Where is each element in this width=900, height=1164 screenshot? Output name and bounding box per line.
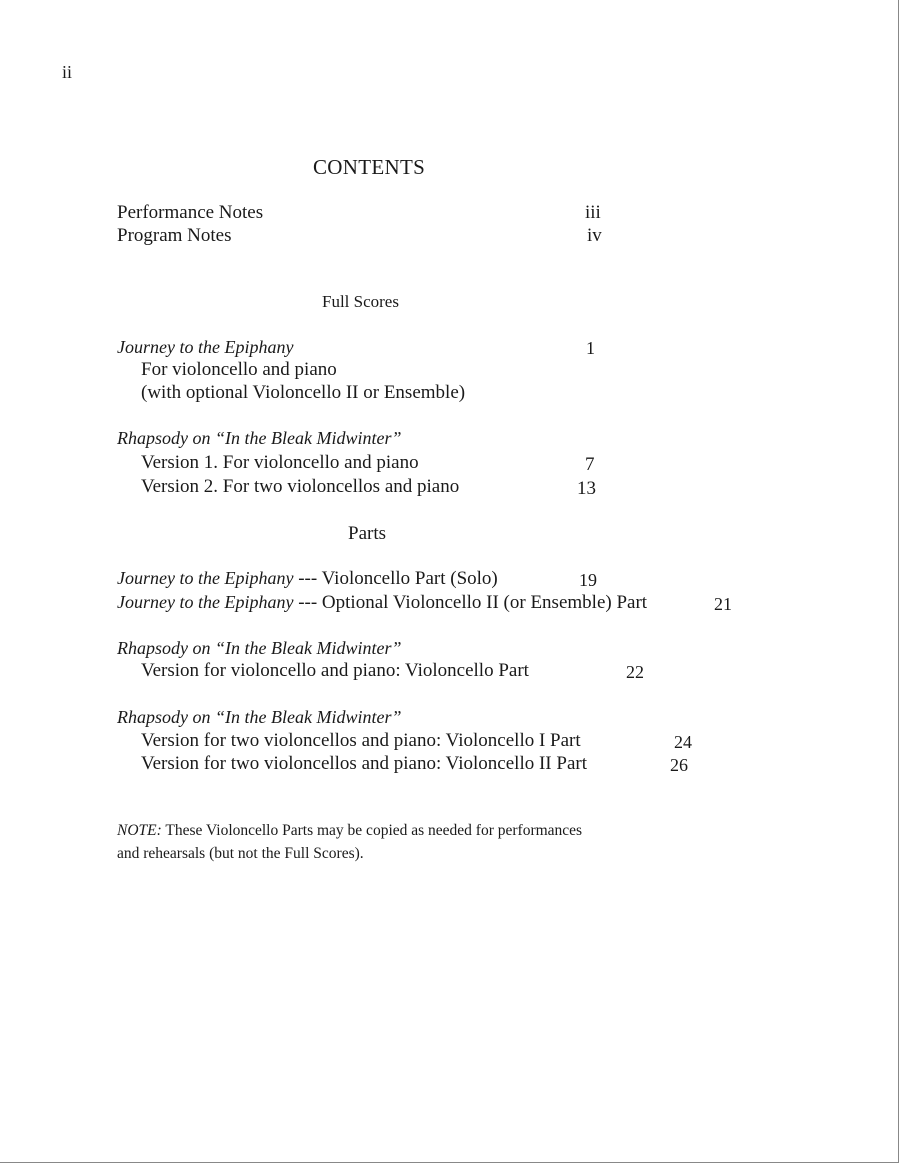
part-description: --- Violoncello Part (Solo) — [293, 568, 498, 589]
toc-entry-rhapsody-cello-ii-part[interactable]: Version for two violoncellos and piano: Violoncello II Part — [141, 753, 587, 774]
toc-entry-journey-optional-part[interactable] — [117, 592, 647, 614]
part-description: --- Optional Violoncello II (or Ensemble) Part — [293, 592, 648, 613]
toc-entry-rhapsody-cello-part[interactable]: Version for violoncello and piano: Violoncello Part — [141, 660, 529, 681]
toc-entry-rhapsody-part-title[interactable]: Rhapsody on “In the Bleak Midwinter” — [117, 638, 402, 658]
toc-page-rhapsody-cello-ii-part: 26 — [670, 755, 688, 775]
toc-page-journey-optional-part: 21 — [714, 594, 732, 614]
toc-entry-rhapsody-version-2[interactable]: Version 2. For two violoncellos and piano — [141, 476, 460, 497]
section-heading-parts: Parts — [348, 523, 386, 544]
toc-entry-rhapsody-two-cellos-title[interactable]: Rhapsody on “In the Bleak Midwinter” — [117, 707, 402, 727]
toc-entry-rhapsody-cello-i-part[interactable]: Version for two violoncellos and piano: Violoncello I Part — [141, 730, 581, 751]
toc-subline-journey-2: (with optional Violoncello II or Ensemble) — [141, 382, 466, 403]
toc-page-performance-notes: iii — [585, 202, 601, 223]
note-line-1 — [117, 819, 582, 842]
toc-page-program-notes: iv — [587, 225, 602, 246]
toc-page-rhapsody-cello-i-part: 24 — [674, 732, 692, 752]
page-title: CONTENTS — [313, 155, 426, 179]
toc-page-journey-score: 1 — [586, 338, 595, 358]
page-folio: ii — [62, 62, 73, 82]
toc-page-journey-solo-part: 19 — [579, 570, 597, 590]
section-heading-full-scores: Full Scores — [322, 292, 399, 311]
note-label: NOTE: — [117, 822, 162, 839]
toc-entry-rhapsody-score-title[interactable]: Rhapsody on “In the Bleak Midwinter” — [117, 428, 402, 448]
toc-entry-rhapsody-version-1[interactable]: Version 1. For violoncello and piano — [141, 452, 419, 473]
work-title: Journey to the Epiphany — [117, 568, 294, 588]
note-line-2: and rehearsals (but not the Full Scores). — [117, 845, 364, 862]
note-text-1: These Violoncello Parts may be copied as needed for performances — [161, 822, 583, 839]
toc-subline-journey-1: For violoncello and piano — [141, 359, 337, 380]
work-title: Journey to the Epiphany — [117, 592, 294, 612]
toc-entry-performance-notes[interactable]: Performance Notes — [117, 202, 264, 223]
toc-entry-program-notes[interactable]: Program Notes — [117, 225, 232, 246]
toc-entry-journey-solo-part[interactable] — [117, 568, 498, 590]
toc-entry-journey-score-title[interactable]: Journey to the Epiphany — [117, 337, 294, 357]
toc-page-rhapsody-version-2: 13 — [577, 478, 596, 499]
toc-page-rhapsody-version-1: 7 — [585, 454, 595, 475]
toc-page-rhapsody-cello-part: 22 — [626, 662, 644, 682]
